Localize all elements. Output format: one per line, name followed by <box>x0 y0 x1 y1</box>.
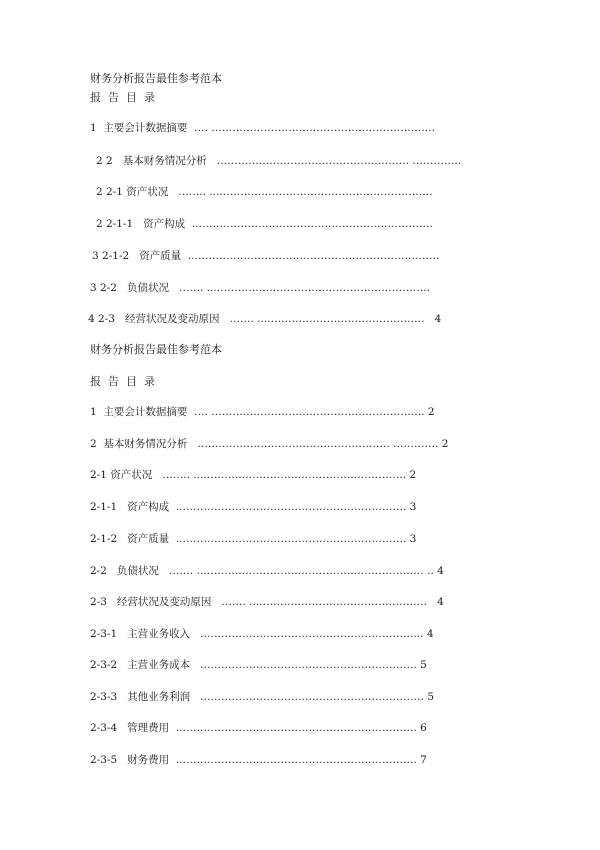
report-title-2: 财务分析报告最佳参考范本 <box>90 343 222 356</box>
toc-entry-1-6: 3 2-2 负债状况 ……. ..…………………………………………………….. <box>90 282 430 294</box>
toc-heading-1: 报 告 目 录 <box>90 91 155 104</box>
toc-entry-1-3: 2 2-1 资产状况 …….. ...……………………………………………………. <box>96 186 433 198</box>
toc-entry-2-9: 2-3-2 主营业务成本 .……………………………………………………. 5 <box>90 659 427 671</box>
toc-entry-2-6: 2-2 负债状况 ……. ..……………………………………………………… .. 4 <box>90 565 444 577</box>
toc-entry-2-8: 2-3-1 主营业务收入 .……………………………………………………... 4 <box>90 628 434 640</box>
toc-entry-2-2: 2 基本财务情况分析 ………………………………………………. …………. 2 <box>90 438 449 450</box>
toc-entry-1-5: 3 2-1-2 资产质量 ..……………………………………………………………. <box>92 250 440 262</box>
toc-entry-2-3: 2-1 资产状况 …….. ...…………………………………………………. 2 <box>90 469 417 481</box>
toc-entry-1-7: 4 2-3 经营状况及变动原因 ……. ...……………………………………… 4 <box>88 313 442 325</box>
toc-heading-2: 报 告 目 录 <box>90 375 155 388</box>
toc-entry-2-1: 1 主要会计数据摘要 …. ……………………………………………………. 2 <box>90 406 435 418</box>
toc-entry-2-10: 2-3-3 其他业务利润 .……………………………………………………… 5 <box>90 691 435 703</box>
toc-entry-1-1: 1 主要会计数据摘要 …. ………………………………………………………. <box>90 122 436 134</box>
toc-entry-1-4: 2 2-1-1 资产构成 ..…………………………………………………………. <box>96 218 433 230</box>
toc-entry-2-12: 2-3-5 财务费用 ..…………………………………………………………. 7 <box>90 754 427 766</box>
toc-entry-2-5: 2-1-2 资产质量 ..………………………………………………………. 3 <box>90 533 417 545</box>
report-title-1: 财务分析报告最佳参考范本 <box>90 72 222 85</box>
toc-entry-2-7: 2-3 经营状况及变动原因 ……. ...………………………………………… 4 <box>90 596 444 608</box>
toc-entry-1-2: 2 2 基本财务情况分析 ………………………………………………. ………….. <box>96 155 462 167</box>
toc-entry-2-4: 2-1-1 资产构成 ..………………………………………………………. 3 <box>90 501 417 513</box>
toc-entry-2-11: 2-3-4 管理费用 ..…………………………………………………………. 6 <box>90 722 427 734</box>
